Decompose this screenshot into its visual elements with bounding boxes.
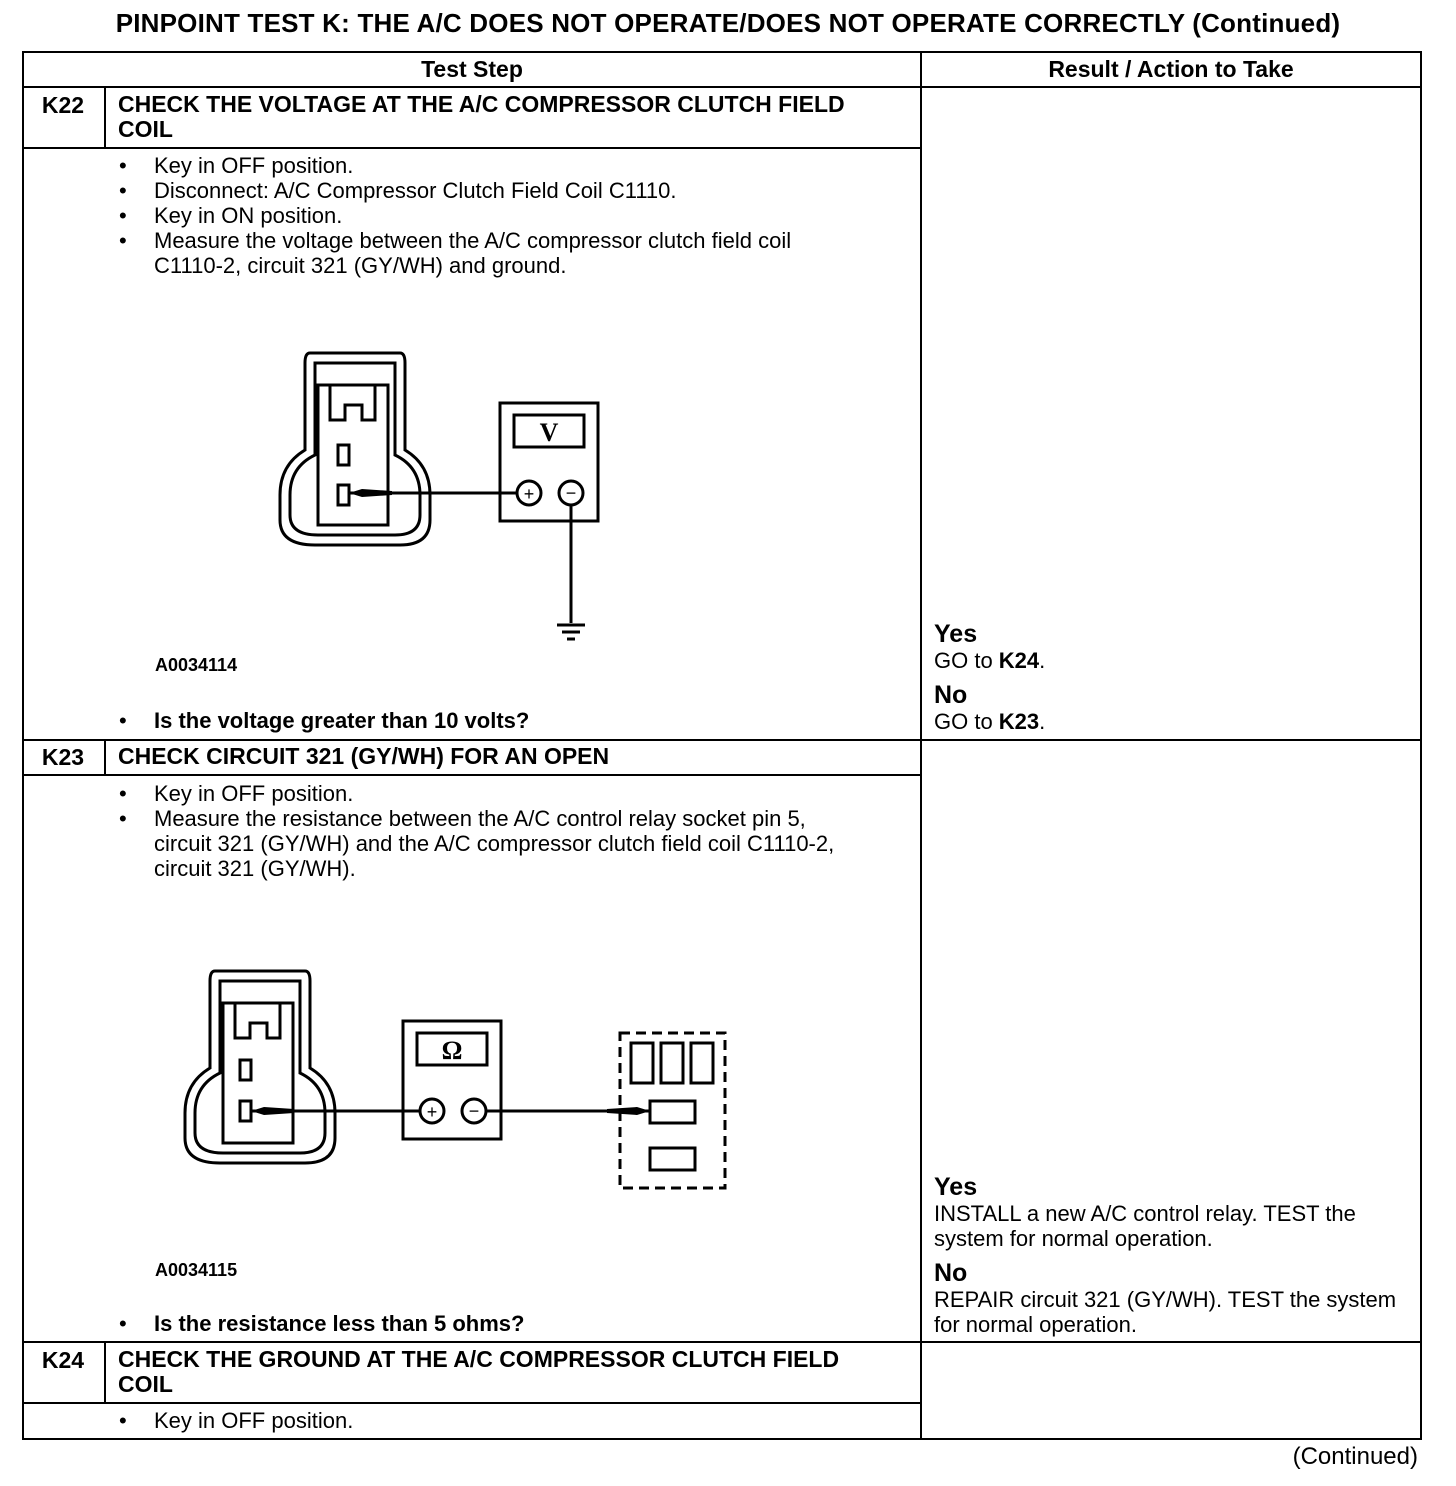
yes-text: GO to — [934, 648, 999, 673]
step-id-k24: K24 — [41, 1347, 85, 1373]
step-id-k23: K23 — [41, 744, 85, 770]
step-bullets-k23 — [116, 781, 856, 881]
figure-id-k23: A0034115 — [155, 1260, 238, 1280]
meter-symbol: V — [539, 418, 559, 447]
step-id-divider — [104, 1341, 106, 1403]
step-separator — [22, 1341, 1422, 1343]
bullet: • Disconnect: A/C Compressor Clutch Field Coil C1110. — [116, 178, 856, 203]
header-result: Result / Action to Take — [1048, 56, 1294, 82]
step-id-divider — [104, 86, 106, 148]
bullet: • Key in OFF position. — [116, 153, 856, 178]
step-separator — [22, 739, 1422, 741]
step-title-k24: CHECK THE GROUND AT THE A/C COMPRESSOR CLUTCH FIELD COIL — [118, 1346, 840, 1397]
svg-text:+: + — [426, 1102, 438, 1122]
yes-label: Yes — [934, 620, 978, 648]
no-label: No — [934, 1259, 968, 1287]
column-divider — [920, 51, 922, 1440]
result-no — [934, 681, 1404, 734]
step-bullets-k24 — [116, 1408, 856, 1433]
result-yes — [934, 620, 1404, 673]
figure-id-k22: A0034114 — [155, 655, 238, 675]
step-title-rule — [22, 1402, 922, 1404]
question-k23: • Is the resistance less than 5 ohms? — [116, 1311, 524, 1337]
svg-text:−: − — [565, 483, 577, 503]
bullet: • Key in OFF position. — [116, 1408, 856, 1433]
page-title: PINPOINT TEST K: THE A/C DOES NOT OPERATE/DOES NOT OPERATE CORRECTLY (Continued) — [115, 8, 1341, 38]
yes-link[interactable]: K24 — [998, 648, 1040, 673]
step-id-divider — [104, 739, 106, 775]
header-test-step: Test Step — [421, 56, 523, 82]
bullet: • Key in ON position. — [116, 203, 856, 228]
header-rule — [22, 86, 1422, 88]
result-no — [934, 1259, 1404, 1337]
no-punct: . — [1039, 709, 1046, 734]
step-title-k23: CHECK CIRCUIT 321 (GY/WH) FOR AN OPEN — [118, 743, 610, 769]
step-title-k22: CHECK THE VOLTAGE AT THE A/C COMPRESSOR CLUTCH FIELD COIL — [118, 91, 845, 142]
result-k22 — [934, 620, 1404, 742]
svg-text:+: + — [523, 484, 535, 504]
bullet: • Measure the voltage between the A/C compressor clutch field coil C1110-2, circuit 321 (GY/WH) and ground. — [116, 228, 856, 278]
no-link[interactable]: K23 — [998, 709, 1040, 734]
step-id-k22: K22 — [41, 92, 85, 118]
ohmmeter-diagram — [175, 963, 735, 1193]
result-k23 — [934, 1173, 1404, 1345]
question-k22: • Is the voltage greater than 10 volts? — [116, 708, 529, 734]
svg-text:−: − — [468, 1101, 480, 1121]
bullet: • Key in OFF position. — [116, 781, 856, 806]
bullet: • Measure the resistance between the A/C control relay socket pin 5, circuit 321 (GY/WH) and the A/C compressor clutch field coil C1110-2, circuit 321 (GY/WH). — [116, 806, 856, 881]
continued-label: (Continued) — [1292, 1443, 1418, 1470]
step-title-rule — [22, 774, 922, 776]
meter-symbol: Ω — [441, 1036, 463, 1065]
no-label: No — [934, 681, 968, 709]
yes-text: INSTALL a new A/C control relay. TEST the system for normal operation. — [934, 1201, 1356, 1251]
no-text: GO to — [934, 709, 999, 734]
step-title-rule — [22, 147, 922, 149]
result-yes — [934, 1173, 1404, 1251]
yes-punct: . — [1039, 648, 1046, 673]
voltmeter-diagram — [270, 345, 620, 650]
step-bullets-k22 — [116, 153, 856, 278]
yes-label: Yes — [934, 1173, 978, 1201]
no-text: REPAIR circuit 321 (GY/WH). TEST the system for normal operation. — [934, 1287, 1397, 1337]
